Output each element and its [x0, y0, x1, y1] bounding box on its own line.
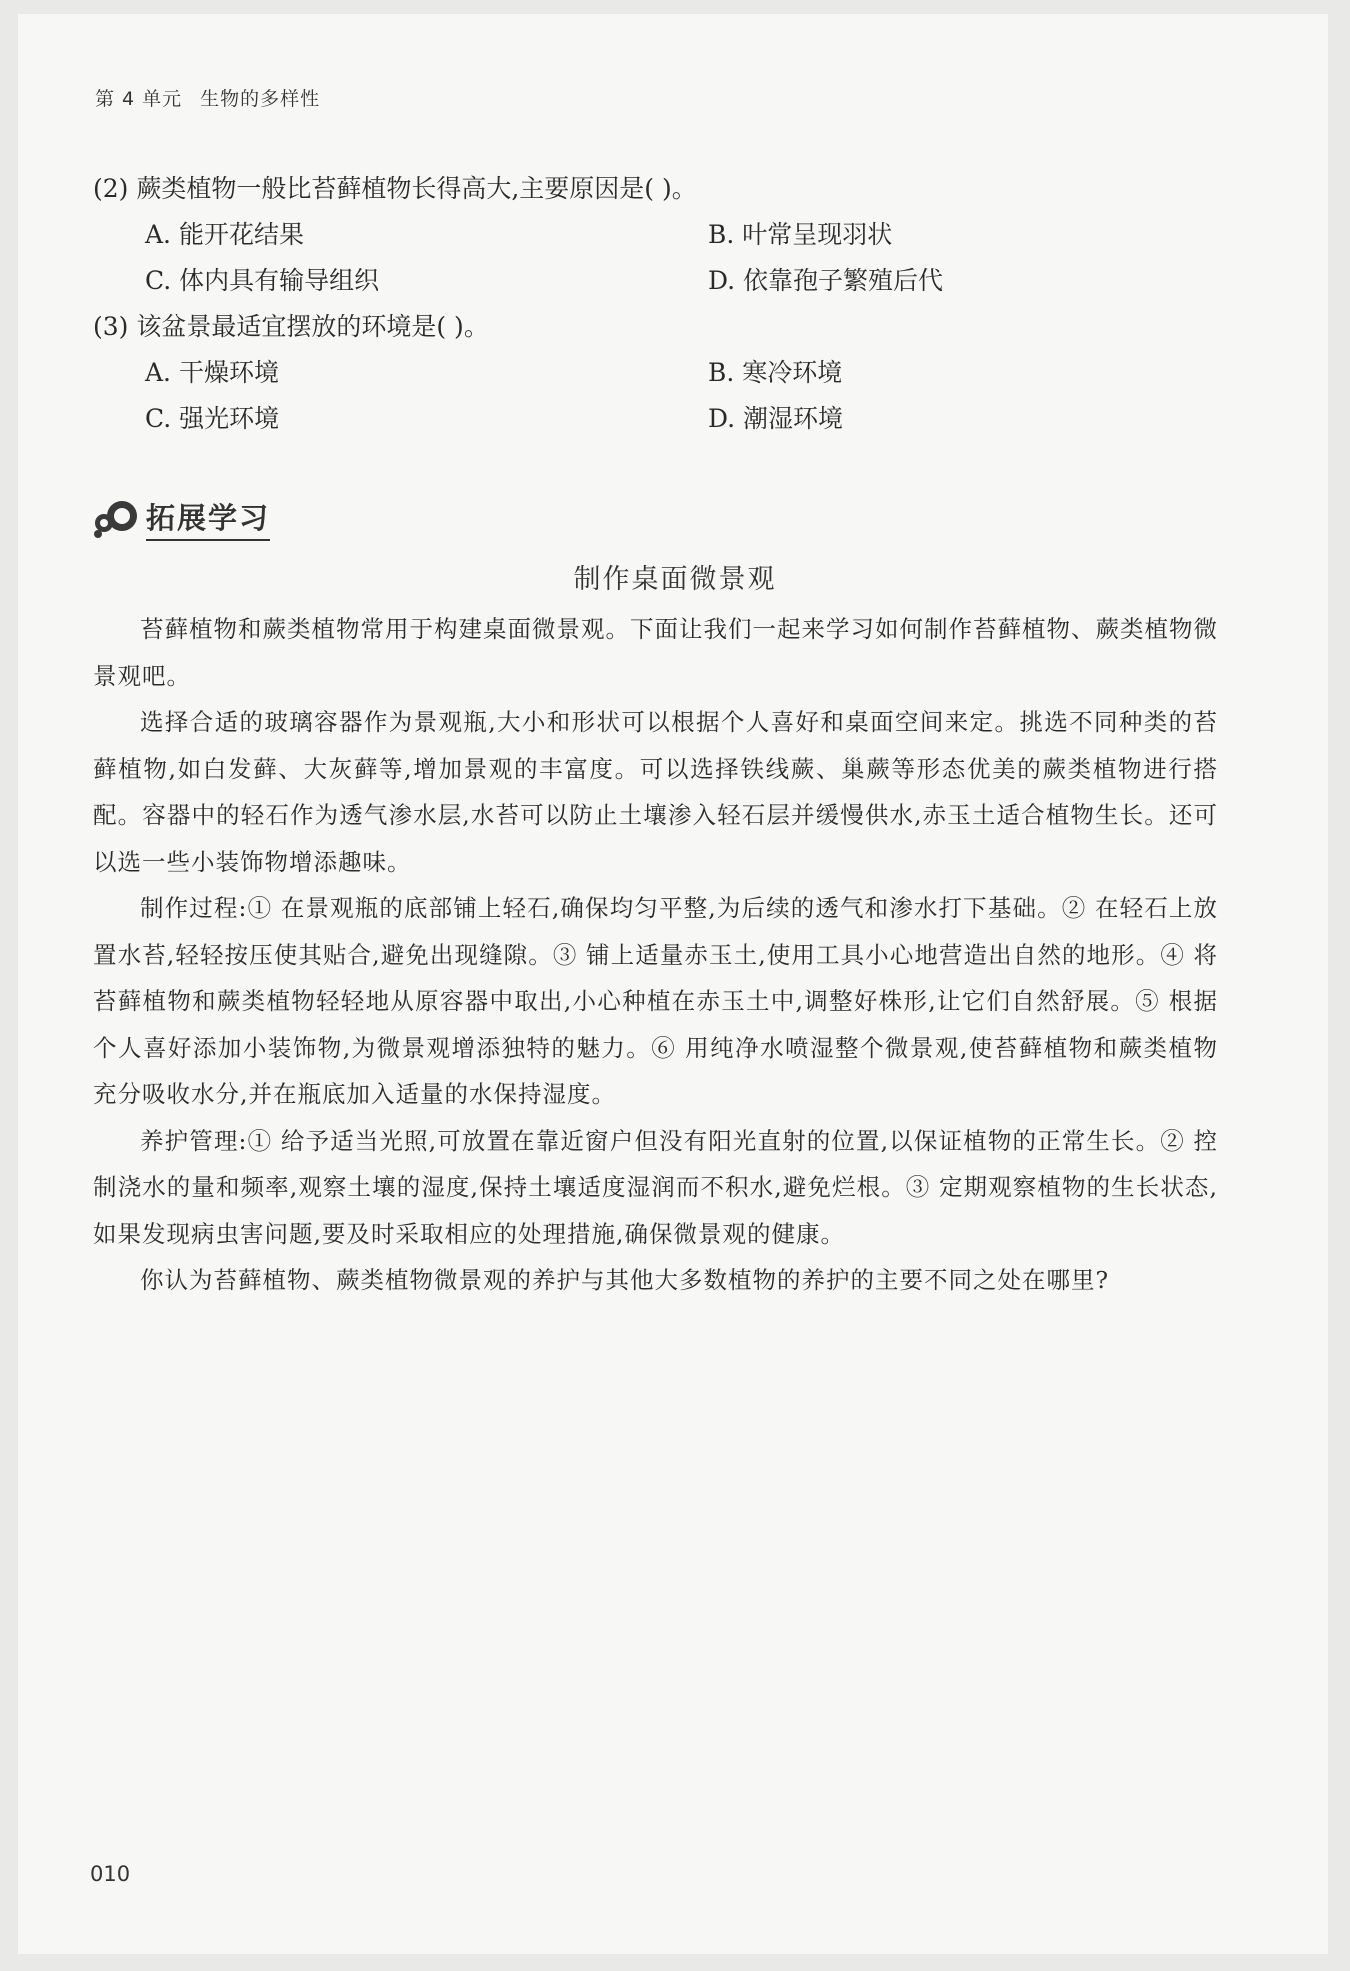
question-2-option-a: A. 能开花结果 — [145, 220, 304, 249]
question-2-option-b: B. 叶常呈现羽状 — [708, 220, 893, 249]
question-3-option-c: C. 强光环境 — [145, 404, 280, 433]
section-heading — [92, 496, 270, 540]
article-title: 制作桌面微景观 — [573, 564, 777, 595]
article-paragraph: 选择合适的玻璃容器作为景观瓶,大小和形状可以根据个人喜好和桌面空间来定。挑选不同种类的苔藓植物,如白发藓、大灰藓等,增加景观的丰富度。可以选择铁线蕨、巢蕨等形态优美的蕨类植物进行搭配。容器中的轻石作为透气渗水层,水苔可以防止土壤渗入轻石层并缓慢供水,赤玉土适合植物生长。还可以选一些小装饰物增添趣味。 — [93, 708, 1218, 876]
question-3-stem: (3) 该盆景最适宜摆放的环境是( )。 — [93, 312, 489, 341]
section-title: 拓展学习 — [146, 496, 270, 541]
question-3-option-b: B. 寒冷环境 — [708, 358, 843, 387]
question-2-option-c: C. 体内具有输导组织 — [145, 266, 380, 295]
question-2-option-d: D. 依靠孢子繁殖后代 — [708, 266, 944, 295]
question-2-stem: (2) 蕨类植物一般比苔藓植物长得高大,主要原因是( )。 — [93, 174, 697, 203]
article-paragraph: 苔藓植物和蕨类植物常用于构建桌面微景观。下面让我们一起来学习如何制作苔藓植物、蕨类植物微景观吧。 — [93, 615, 1218, 690]
header-topic: 生物的多样性 — [200, 88, 321, 110]
article-paragraph: 你认为苔藓植物、蕨类植物微景观的养护与其他大多数植物的养护的主要不同之处在哪里? — [140, 1266, 1110, 1294]
page-number: 010 — [90, 1862, 131, 1886]
article-paragraph: 养护管理:① 给予适当光照,可放置在靠近窗户但没有阳光直射的位置,以保证植物的正常生长。② 控制浇水的量和频率,观察土壤的湿度,保持土壤适度湿润而不积水,避免烂根。③ 定期观察植物的生长状态,如果发现病虫害问题,要及时采取相应的处理措施,确保微景观的健康。 — [93, 1126, 1218, 1248]
header-unit: 第 4 单元 — [95, 88, 183, 110]
running-header — [95, 84, 320, 111]
question-3-option-a: A. 干燥环境 — [145, 358, 279, 387]
magnifier-icon — [92, 496, 142, 540]
question-3-option-d: D. 潮湿环境 — [708, 404, 844, 433]
article-paragraph: 制作过程:① 在景观瓶的底部铺上轻石,确保均匀平整,为后续的透气和渗水打下基础。② 在轻石上放置水苔,轻轻按压使其贴合,避免出现缝隙。③ 铺上适量赤玉土,使用工具小心地营造出自然的地形。④ 将苔藓植物和蕨类植物轻轻地从原容器中取出,小心种植在赤玉土中,调整好株形,让它们自然舒展。⑤ 根据个人喜好添加小装饰物,为微景观增添独特的魅力。⑥ 用纯净水喷湿整个微景观,使苔藓植物和蕨类植物充分吸收水分,并在瓶底加入适量的水保持湿度。 — [93, 894, 1218, 1108]
article-body — [93, 606, 1218, 1304]
